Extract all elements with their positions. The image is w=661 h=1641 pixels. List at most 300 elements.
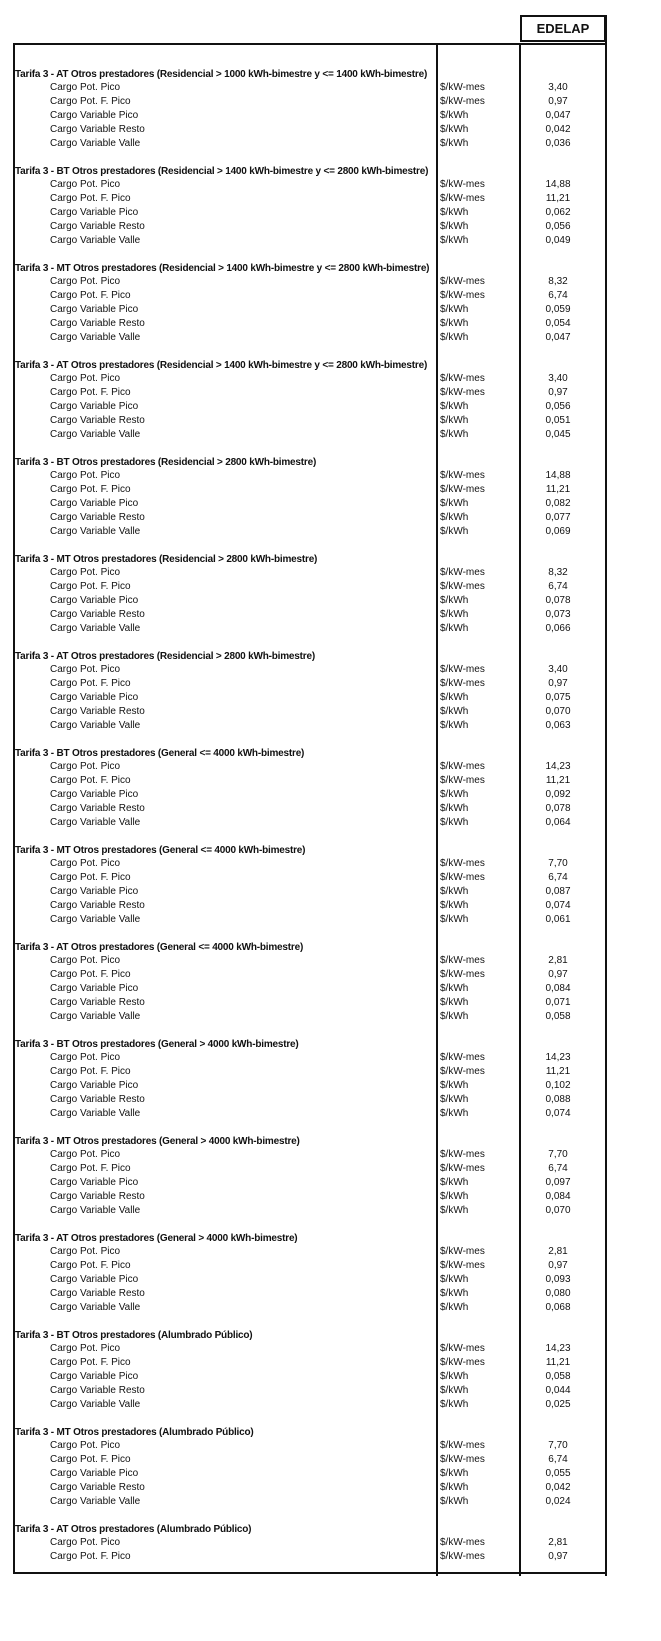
charge-unit: $/kW-mes (440, 1454, 485, 1465)
tariff-section (15, 1523, 607, 1564)
charge-value: 6,74 (548, 872, 568, 883)
charge-label: Cargo Pot. Pico (50, 1149, 121, 1160)
charge-unit: $/kW-mes (440, 775, 485, 786)
charge-label: Cargo Variable Resto (50, 900, 145, 911)
charge-unit: $/kWh (440, 623, 469, 634)
charge-value: 0,087 (545, 886, 571, 897)
charge-value: 0,049 (545, 235, 571, 246)
section-title: Tarifa 3 - AT Otros prestadores (General > 4000 kWh-bimestre) (15, 1233, 298, 1244)
charge-unit: $/kWh (440, 900, 469, 911)
charge-label: Cargo Variable Resto (50, 1094, 145, 1105)
charge-value: 0,068 (545, 1302, 571, 1313)
charge-unit: $/kWh (440, 1080, 469, 1091)
charge-unit: $/kW-mes (440, 470, 485, 481)
tariff-row (15, 1107, 607, 1121)
section-title: Tarifa 3 - BT Otros prestadores (Alumbrado Público) (15, 1330, 253, 1341)
charge-value: 0,059 (545, 304, 571, 315)
charge-value: 0,070 (545, 706, 571, 717)
tariff-row (15, 1273, 607, 1287)
tariff-row (15, 525, 607, 539)
tariff-row (15, 1453, 607, 1467)
charge-label: Cargo Pot. Pico (50, 82, 121, 93)
charge-label: Cargo Variable Resto (50, 1482, 145, 1493)
tariff-row (15, 206, 607, 220)
tariff-row (15, 1301, 607, 1315)
charge-label: Cargo Variable Resto (50, 415, 145, 426)
charge-unit: $/kWh (440, 817, 469, 828)
charge-unit: $/kWh (440, 498, 469, 509)
charge-value: 0,092 (545, 789, 571, 800)
charge-unit: $/kWh (440, 401, 469, 412)
section-title: Tarifa 3 - BT Otros prestadores (Residencial > 1400 kWh-bimestre y <= 2800 kWh-bimestre) (15, 166, 429, 177)
section-title: Tarifa 3 - MT Otros prestadores (General <= 4000 kWh-bimestre) (15, 845, 306, 856)
charge-value: 0,97 (548, 1551, 568, 1562)
tariff-section (15, 1329, 607, 1412)
charge-unit: $/kWh (440, 124, 469, 135)
tariff-row (15, 677, 607, 691)
tariff-row (15, 414, 607, 428)
charge-value: 0,044 (545, 1385, 571, 1396)
tariff-row (15, 968, 607, 982)
charge-value: 0,080 (545, 1288, 571, 1299)
tariff-section (15, 1232, 607, 1315)
charge-unit: $/kWh (440, 110, 469, 121)
charge-unit: $/kW-mes (440, 567, 485, 578)
charge-label: Cargo Variable Resto (50, 221, 145, 232)
charge-unit: $/kWh (440, 609, 469, 620)
tariff-row (15, 566, 607, 580)
tariff-row (15, 913, 607, 927)
tariff-section (15, 844, 607, 927)
charge-unit: $/kWh (440, 526, 469, 537)
charge-unit: $/kWh (440, 207, 469, 218)
charge-label: Cargo Variable Pico (50, 1371, 139, 1382)
tariff-row (15, 1176, 607, 1190)
tariff-row (15, 1398, 607, 1412)
charge-unit: $/kW-mes (440, 290, 485, 301)
charge-label: Cargo Variable Resto (50, 318, 145, 329)
tariff-row (15, 1245, 607, 1259)
tariff-row (15, 317, 607, 331)
section-title: Tarifa 3 - AT Otros prestadores (General <= 4000 kWh-bimestre) (15, 942, 304, 953)
charge-value: 0,054 (545, 318, 571, 329)
charge-label: Cargo Pot. Pico (50, 664, 121, 675)
tariff-row (15, 220, 607, 234)
charge-label: Cargo Variable Valle (50, 623, 141, 634)
charge-unit: $/kWh (440, 789, 469, 800)
charge-unit: $/kW-mes (440, 1052, 485, 1063)
charge-unit: $/kWh (440, 1288, 469, 1299)
charge-value: 0,078 (545, 595, 571, 606)
charge-value: 0,070 (545, 1205, 571, 1216)
tariff-row (15, 705, 607, 719)
tariff-row (15, 275, 607, 289)
tariff-row (15, 428, 607, 442)
tariff-row (15, 1384, 607, 1398)
section-title: Tarifa 3 - MT Otros prestadores (Residencial > 2800 kWh-bimestre) (15, 554, 318, 565)
tariff-row (15, 871, 607, 885)
charge-label: Cargo Pot. Pico (50, 276, 121, 287)
charge-value: 11,21 (545, 1066, 571, 1077)
charge-unit: $/kWh (440, 692, 469, 703)
charge-label: Cargo Variable Resto (50, 512, 145, 523)
charge-unit: $/kWh (440, 803, 469, 814)
charge-label: Cargo Pot. F. Pico (50, 484, 131, 495)
charge-unit: $/kW-mes (440, 193, 485, 204)
charge-value: 0,088 (545, 1094, 571, 1105)
charge-value: 6,74 (548, 1454, 568, 1465)
tariff-row (15, 331, 607, 345)
tariff-row (15, 622, 607, 636)
charge-label: Cargo Variable Pico (50, 886, 139, 897)
tariff-row (15, 137, 607, 151)
charge-label: Cargo Pot. Pico (50, 1440, 121, 1451)
charge-unit: $/kW-mes (440, 82, 485, 93)
charge-label: Cargo Pot. F. Pico (50, 678, 131, 689)
charge-value: 0,97 (548, 969, 568, 980)
tariff-section (15, 747, 607, 830)
charge-label: Cargo Pot. Pico (50, 1052, 121, 1063)
charge-label: Cargo Pot. Pico (50, 1343, 121, 1354)
tariff-row (15, 1093, 607, 1107)
charge-value: 0,077 (545, 512, 571, 523)
charge-value: 0,051 (545, 415, 571, 426)
tariff-row (15, 1370, 607, 1384)
tariff-section (15, 1426, 607, 1509)
charge-value: 0,074 (545, 1108, 571, 1119)
charge-unit: $/kW-mes (440, 1163, 485, 1174)
tariff-row (15, 192, 607, 206)
tariff-row (15, 580, 607, 594)
charge-label: Cargo Variable Pico (50, 1177, 139, 1188)
charge-value: 7,70 (548, 1440, 568, 1451)
tariff-row (15, 1287, 607, 1301)
tariff-row (15, 802, 607, 816)
tariff-row (15, 178, 607, 192)
charge-label: Cargo Variable Resto (50, 1385, 145, 1396)
charge-value: 7,70 (548, 1149, 568, 1160)
charge-unit: $/kW-mes (440, 276, 485, 287)
charge-unit: $/kW-mes (440, 1149, 485, 1160)
tariff-row (15, 234, 607, 248)
charge-label: Cargo Variable Pico (50, 207, 139, 218)
section-title: Tarifa 3 - MT Otros prestadores (General > 4000 kWh-bimestre) (15, 1136, 300, 1147)
charge-label: Cargo Variable Resto (50, 1191, 145, 1202)
charge-value: 0,062 (545, 207, 571, 218)
charge-label: Cargo Variable Valle (50, 526, 141, 537)
charge-label: Cargo Variable Valle (50, 235, 141, 246)
charge-unit: $/kWh (440, 429, 469, 440)
charge-label: Cargo Pot. F. Pico (50, 581, 131, 592)
charge-unit: $/kWh (440, 1108, 469, 1119)
charge-label: Cargo Pot. Pico (50, 1246, 121, 1257)
charge-value: 14,23 (545, 761, 571, 772)
charge-value: 8,32 (548, 567, 568, 578)
charge-unit: $/kW-mes (440, 1246, 485, 1257)
tariff-row (15, 303, 607, 317)
charge-value: 0,075 (545, 692, 571, 703)
tariff-row (15, 1204, 607, 1218)
tariff-section (15, 165, 607, 248)
section-title: Tarifa 3 - BT Otros prestadores (General > 4000 kWh-bimestre) (15, 1039, 299, 1050)
charge-label: Cargo Pot. F. Pico (50, 96, 131, 107)
charge-unit: $/kWh (440, 1385, 469, 1396)
charge-unit: $/kW-mes (440, 664, 485, 675)
charge-value: 0,97 (548, 678, 568, 689)
charge-label: Cargo Pot. F. Pico (50, 387, 131, 398)
tariff-section (15, 359, 607, 442)
charge-label: Cargo Pot. F. Pico (50, 1357, 131, 1368)
charge-label: Cargo Pot. Pico (50, 955, 121, 966)
charge-value: 0,071 (545, 997, 571, 1008)
tariff-row (15, 511, 607, 525)
charge-label: Cargo Variable Resto (50, 124, 145, 135)
charge-label: Cargo Variable Resto (50, 803, 145, 814)
charge-unit: $/kW-mes (440, 96, 485, 107)
tariff-row (15, 1467, 607, 1481)
charge-unit: $/kW-mes (440, 1343, 485, 1354)
tariff-row (15, 663, 607, 677)
charge-label: Cargo Variable Pico (50, 401, 139, 412)
tariff-row (15, 1342, 607, 1356)
charge-unit: $/kWh (440, 512, 469, 523)
charge-label: Cargo Variable Valle (50, 914, 141, 925)
charge-unit: $/kWh (440, 1191, 469, 1202)
charge-label: Cargo Pot. F. Pico (50, 193, 131, 204)
charge-value: 0,097 (545, 1177, 571, 1188)
tariff-row (15, 469, 607, 483)
charge-label: Cargo Variable Pico (50, 1468, 139, 1479)
charge-value: 11,21 (545, 193, 571, 204)
charge-unit: $/kWh (440, 720, 469, 731)
charge-label: Cargo Pot. F. Pico (50, 1454, 131, 1465)
charge-value: 0,024 (545, 1496, 571, 1507)
charge-label: Cargo Variable Valle (50, 817, 141, 828)
charge-value: 11,21 (545, 775, 571, 786)
tariff-row (15, 594, 607, 608)
charge-unit: $/kW-mes (440, 1260, 485, 1271)
tariff-section (15, 650, 607, 733)
tariff-row (15, 1190, 607, 1204)
tariff-row (15, 996, 607, 1010)
charge-unit: $/kWh (440, 1177, 469, 1188)
charge-label: Cargo Variable Resto (50, 609, 145, 620)
charge-label: Cargo Variable Valle (50, 1399, 141, 1410)
charge-label: Cargo Pot. F. Pico (50, 775, 131, 786)
charge-value: 3,40 (548, 373, 568, 384)
charge-label: Cargo Variable Valle (50, 1302, 141, 1313)
charge-unit: $/kWh (440, 1094, 469, 1105)
charge-unit: $/kWh (440, 318, 469, 329)
tariff-row (15, 1148, 607, 1162)
tariff-row (15, 899, 607, 913)
charge-label: Cargo Pot. F. Pico (50, 969, 131, 980)
charge-unit: $/kW-mes (440, 1066, 485, 1077)
charge-value: 2,81 (548, 1246, 568, 1257)
charge-value: 0,069 (545, 526, 571, 537)
tariff-row (15, 1259, 607, 1273)
charge-value: 0,042 (545, 124, 571, 135)
charge-unit: $/kWh (440, 1274, 469, 1285)
charge-unit: $/kWh (440, 1482, 469, 1493)
section-title: Tarifa 3 - AT Otros prestadores (Alumbrado Público) (15, 1524, 252, 1535)
charge-label: Cargo Variable Valle (50, 720, 141, 731)
charge-label: Cargo Pot. F. Pico (50, 1260, 131, 1271)
charge-value: 0,045 (545, 429, 571, 440)
charge-label: Cargo Variable Valle (50, 1205, 141, 1216)
charge-unit: $/kW-mes (440, 872, 485, 883)
charge-label: Cargo Variable Valle (50, 138, 141, 149)
charge-value: 0,97 (548, 96, 568, 107)
charge-unit: $/kWh (440, 886, 469, 897)
charge-value: 0,074 (545, 900, 571, 911)
charge-unit: $/kW-mes (440, 1440, 485, 1451)
charge-unit: $/kWh (440, 332, 469, 343)
charge-value: 6,74 (548, 1163, 568, 1174)
tariff-row (15, 719, 607, 733)
charge-value: 2,81 (548, 1537, 568, 1548)
charge-value: 0,064 (545, 817, 571, 828)
charge-label: Cargo Pot. Pico (50, 373, 121, 384)
tariff-row (15, 81, 607, 95)
section-title: Tarifa 3 - BT Otros prestadores (Residencial > 2800 kWh-bimestre) (15, 457, 317, 468)
tariff-row (15, 1162, 607, 1176)
charge-value: 8,32 (548, 276, 568, 287)
charge-unit: $/kW-mes (440, 373, 485, 384)
tariff-row (15, 1550, 607, 1564)
charge-value: 0,063 (545, 720, 571, 731)
charge-label: Cargo Pot. Pico (50, 858, 121, 869)
tariff-row (15, 1439, 607, 1453)
charge-unit: $/kWh (440, 1011, 469, 1022)
tariff-row (15, 954, 607, 968)
charge-label: Cargo Variable Valle (50, 1011, 141, 1022)
tariff-row (15, 95, 607, 109)
charge-unit: $/kWh (440, 235, 469, 246)
charge-value: 0,058 (545, 1371, 571, 1382)
tariff-sections (15, 68, 607, 1578)
tariff-row (15, 774, 607, 788)
charge-unit: $/kWh (440, 983, 469, 994)
charge-label: Cargo Variable Valle (50, 429, 141, 440)
charge-value: 0,047 (545, 110, 571, 121)
tariff-row (15, 1065, 607, 1079)
charge-unit: $/kW-mes (440, 955, 485, 966)
tariff-row (15, 483, 607, 497)
tariff-row (15, 760, 607, 774)
tariff-section (15, 262, 607, 345)
charge-value: 0,97 (548, 387, 568, 398)
section-title: Tarifa 3 - AT Otros prestadores (Residencial > 2800 kWh-bimestre) (15, 651, 315, 662)
charge-value: 0,093 (545, 1274, 571, 1285)
charge-label: Cargo Variable Pico (50, 110, 139, 121)
charge-value: 11,21 (545, 1357, 571, 1368)
section-title: Tarifa 3 - MT Otros prestadores (Alumbrado Público) (15, 1427, 254, 1438)
charge-value: 0,036 (545, 138, 571, 149)
tariff-row (15, 885, 607, 899)
charge-value: 0,084 (545, 1191, 571, 1202)
tariff-section (15, 1135, 607, 1218)
tariff-row (15, 372, 607, 386)
tariff-row (15, 1481, 607, 1495)
charge-value: 14,23 (545, 1052, 571, 1063)
charge-label: Cargo Pot. Pico (50, 179, 121, 190)
tariff-row (15, 497, 607, 511)
section-title: Tarifa 3 - MT Otros prestadores (Residencial > 1400 kWh-bimestre y <= 2800 kWh-bimestre) (15, 263, 430, 274)
charge-value: 2,81 (548, 955, 568, 966)
charge-label: Cargo Variable Resto (50, 997, 145, 1008)
charge-value: 0,056 (545, 401, 571, 412)
charge-label: Cargo Pot. Pico (50, 567, 121, 578)
charge-value: 7,70 (548, 858, 568, 869)
charge-value: 0,055 (545, 1468, 571, 1479)
charge-value: 0,058 (545, 1011, 571, 1022)
charge-unit: $/kWh (440, 997, 469, 1008)
charge-label: Cargo Variable Valle (50, 332, 141, 343)
charge-unit: $/kW-mes (440, 1357, 485, 1368)
tariff-row (15, 691, 607, 705)
charge-value: 0,073 (545, 609, 571, 620)
charge-label: Cargo Pot. Pico (50, 1537, 121, 1548)
charge-label: Cargo Variable Pico (50, 498, 139, 509)
charge-label: Cargo Pot. F. Pico (50, 1066, 131, 1077)
tariff-row (15, 608, 607, 622)
charge-value: 0,082 (545, 498, 571, 509)
charge-label: Cargo Variable Pico (50, 983, 139, 994)
charge-value: 0,084 (545, 983, 571, 994)
tariff-section (15, 553, 607, 636)
section-title: Tarifa 3 - AT Otros prestadores (Residencial > 1000 kWh-bimestre y <= 1400 kWh-bimestre) (15, 69, 428, 80)
charge-label: Cargo Variable Pico (50, 692, 139, 703)
charge-unit: $/kWh (440, 706, 469, 717)
tariff-row (15, 1356, 607, 1370)
charge-value: 0,078 (545, 803, 571, 814)
charge-value: 11,21 (545, 484, 571, 495)
charge-value: 0,061 (545, 914, 571, 925)
charge-unit: $/kW-mes (440, 387, 485, 398)
charge-value: 3,40 (548, 664, 568, 675)
tariff-row (15, 1495, 607, 1509)
charge-label: Cargo Pot. Pico (50, 470, 121, 481)
charge-unit: $/kWh (440, 595, 469, 606)
section-title: Tarifa 3 - AT Otros prestadores (Residencial > 1400 kWh-bimestre y <= 2800 kWh-bimestre) (15, 360, 428, 371)
tariff-row (15, 109, 607, 123)
tariff-section (15, 68, 607, 151)
charge-value: 0,047 (545, 332, 571, 343)
charge-value: 14,88 (545, 179, 571, 190)
charge-value: 0,025 (545, 1399, 571, 1410)
charge-label: Cargo Variable Pico (50, 304, 139, 315)
charge-value: 0,042 (545, 1482, 571, 1493)
charge-unit: $/kW-mes (440, 678, 485, 689)
charge-unit: $/kWh (440, 1205, 469, 1216)
charge-label: Cargo Variable Pico (50, 1274, 139, 1285)
tariff-row (15, 982, 607, 996)
tariff-section (15, 941, 607, 1024)
tariff-section (15, 1038, 607, 1121)
charge-unit: $/kWh (440, 1302, 469, 1313)
charge-label: Cargo Variable Resto (50, 706, 145, 717)
tariff-row (15, 1079, 607, 1093)
charge-unit: $/kW-mes (440, 484, 485, 495)
charge-value: 0,102 (545, 1080, 571, 1091)
charge-unit: $/kWh (440, 138, 469, 149)
tariff-row (15, 1536, 607, 1550)
charge-unit: $/kWh (440, 1468, 469, 1479)
charge-label: Cargo Variable Pico (50, 595, 139, 606)
charge-value: 3,40 (548, 82, 568, 93)
tariff-row (15, 400, 607, 414)
